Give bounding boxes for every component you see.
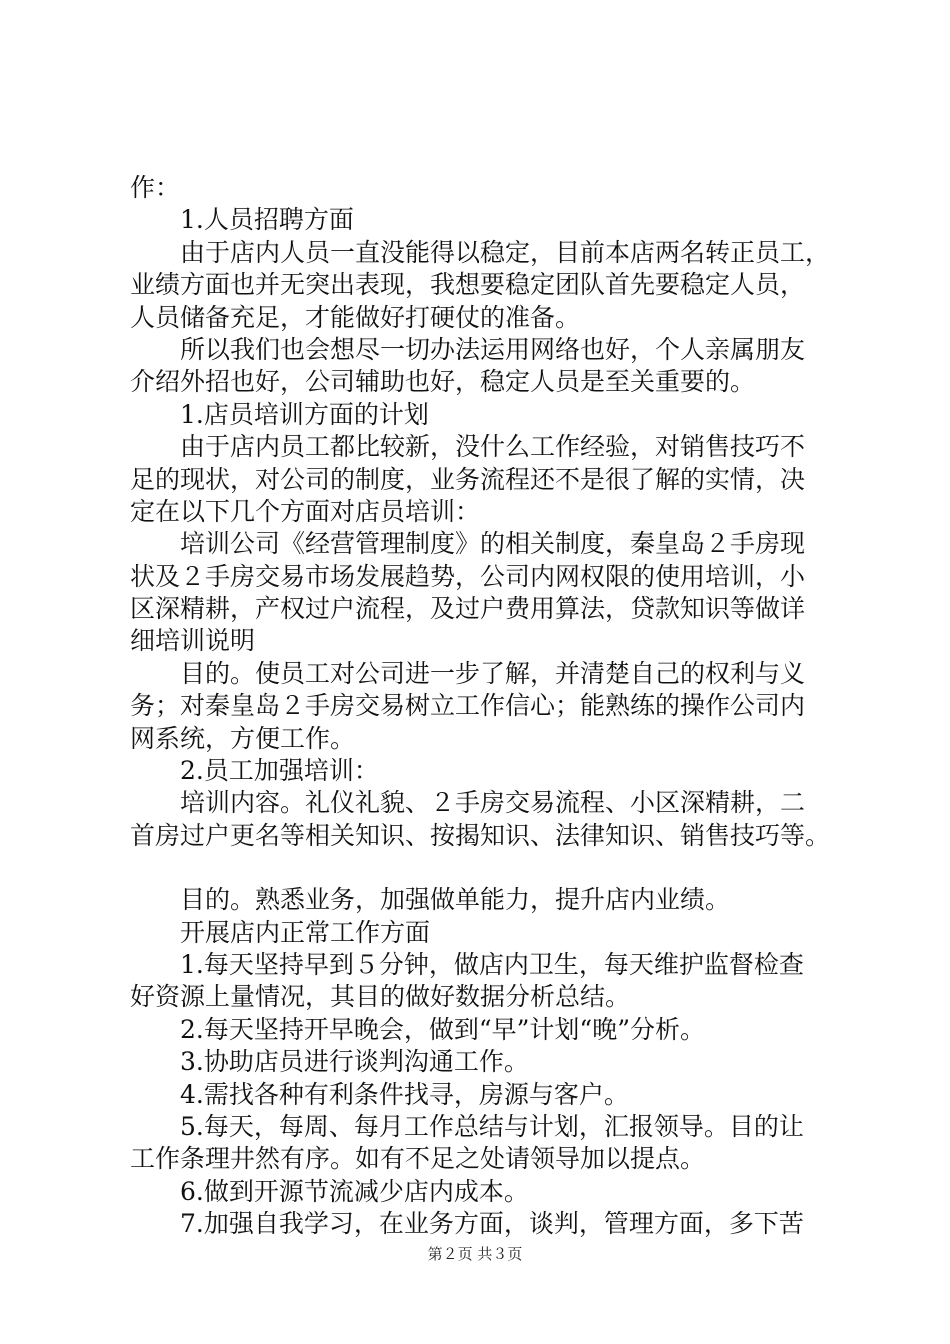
text-line: 介绍外招也好，公司辅助也好，稳定人员是至关重要的。 <box>130 367 756 397</box>
page-number: 第２页 共３页 <box>427 1245 523 1263</box>
paragraph-line: 目的。使员工对公司进一步了解，并清楚自己的权利与义 <box>180 658 806 688</box>
list-item: 5.每天，每周、每月工作总结与计划，汇报领导。目的让 <box>180 1111 804 1141</box>
text-line: 细培训说明 <box>130 626 256 656</box>
text-line: 定在以下几个方面对店员培训： <box>130 496 481 526</box>
list-item: 2.每天坚持开早晚会，做到“早”计划“晚”分析。 <box>180 1014 705 1044</box>
text-line: 作： <box>130 173 181 202</box>
text-line: 好资源上量情况，其目的做好数据分析总结。 <box>130 982 631 1012</box>
list-item: 6.做到开源节流减少店内成本。 <box>180 1176 529 1206</box>
blank-line <box>130 852 836 884</box>
section-heading: 1.店员培训方面的计划 <box>180 399 429 429</box>
section-heading: 1.人员招聘方面 <box>180 205 354 235</box>
list-item: 7.加强自我学习，在业务方面，谈判，管理方面，多下苦 <box>180 1209 804 1239</box>
paragraph-line: 所以我们也会想尽一切办法运用网络也好，个人亲属朋友 <box>180 334 806 364</box>
text-line: 首房过户更名等相关知识、按揭知识、法律知识、销售技巧等。 <box>130 820 831 850</box>
section-heading: 开展店内正常工作方面 <box>180 917 431 947</box>
paragraph-line: 培训内容。礼仪礼貌、２手房交易流程、小区深精耕，二 <box>180 788 806 818</box>
text-line: 人员储备充足，才能做好打硬仗的准备。 <box>130 302 581 332</box>
paragraph-line: 目的。熟悉业务，加强做单能力，提升店内业绩。 <box>180 885 731 915</box>
paragraph-line: 由于店内员工都比较新，没什么工作经验，对销售技巧不 <box>180 432 806 462</box>
list-item: 4.需找各种有利条件找寻，房源与客户。 <box>180 1079 629 1109</box>
text-line: 网系统，方便工作。 <box>130 723 356 753</box>
page-footer <box>0 1244 950 1264</box>
list-item: 3.协助店员进行谈判沟通工作。 <box>180 1047 529 1077</box>
text-line: 足的现状，对公司的制度，业务流程还不是很了解的实情，决 <box>130 464 806 494</box>
text-line: 区深精耕，产权过户流程，及过户费用算法，贷款知识等做详 <box>130 594 806 624</box>
text-line: 工作条理井然有序。如有不足之处请领导加以提点。 <box>130 1144 706 1174</box>
text-line: 业绩方面也并无突出表现，我想要稳定团队首先要稳定人员， <box>130 270 806 300</box>
list-item: 1.每天坚持早到５分钟，做店内卫生，每天维护监督检查 <box>180 949 804 979</box>
paragraph-line: 由于店内人员一直没能得以稳定，目前本店两名转正员工， <box>180 237 831 267</box>
document-body <box>130 172 836 1241</box>
section-heading: 2.员工加强培训： <box>180 756 379 786</box>
paragraph-line: 培训公司《经营管理制度》的相关制度，秦皇岛２手房现 <box>180 529 806 559</box>
text-line: 状及２手房交易市场发展趋势，公司内网权限的使用培训，小 <box>130 561 806 591</box>
text-line: 务；对秦皇岛２手房交易树立工作信心；能熟练的操作公司内 <box>130 691 806 721</box>
